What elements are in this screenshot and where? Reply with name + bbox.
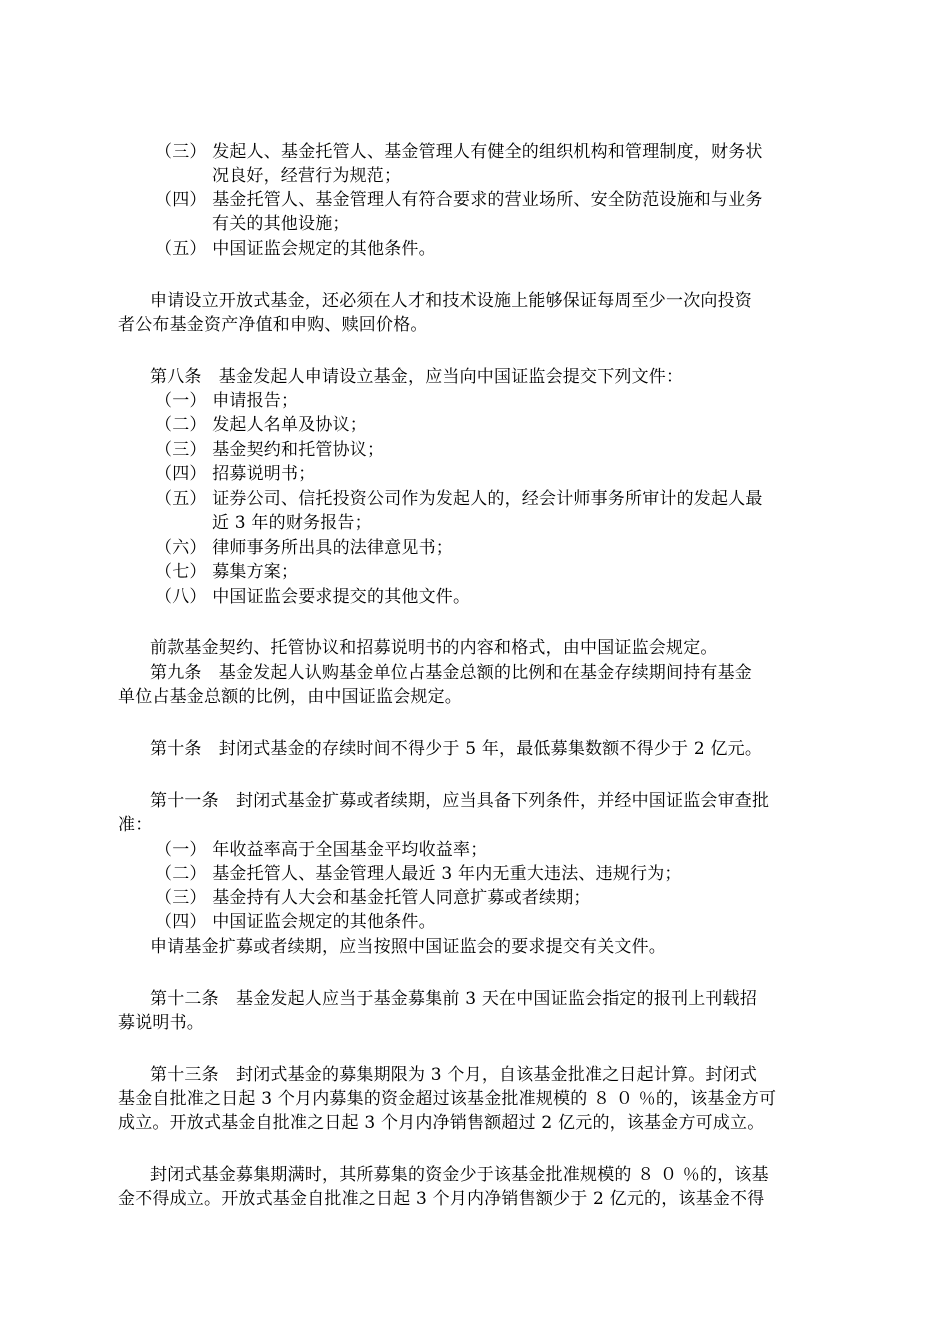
article-8-item-5-line-2: 近 3 年的财务报告； [212,513,372,533]
paragraph-open-fund-line-1: 申请设立开放式基金，还必须在人才和技术设施上能够保证每周至少一次向投资 [150,291,752,311]
list-item-4-line-2: 有关的其他设施； [212,214,350,234]
article-11-line-2: 准： [118,815,153,835]
article-13-line-1: 第十三条 封闭式基金的募集期限为 3 个月，自该基金批准之日起计算。封闭式 [150,1065,758,1085]
article-12-line-1: 第十二条 基金发起人应当于基金募集前 3 天在中国证监会指定的报刊上刊载招 [150,989,758,1009]
article-8-item-7: （七） 募集方案； [155,562,299,582]
paragraph-format: 前款基金契约、托管协议和招募说明书的内容和格式，由中国证监会规定。 [150,638,718,658]
paragraph-expiry-line-1: 封闭式基金募集期满时，其所募集的资金少于该基金批准规模的 ８ ０ ％的，该基 [150,1165,769,1185]
article-8-item-8: （八） 中国证监会要求提交的其他文件。 [155,587,471,607]
article-12-line-2: 募说明书。 [118,1013,204,1033]
article-11-item-2: （二） 基金托管人、基金管理人最近 3 年内无重大违法、违规行为； [155,864,682,884]
article-13-line-3: 成立。开放式基金自批准之日起 3 个月内净销售额超过 2 亿元的，该基金方可成立。 [118,1113,765,1133]
article-8-item-2: （二） 发起人名单及协议； [155,415,368,435]
article-11-item-4: （四） 中国证监会规定的其他条件。 [155,912,436,932]
list-item-4-line-1: （四） 基金托管人、基金管理人有符合要求的营业场所、安全防范设施和与业务 [155,190,763,210]
article-11-item-1: （一） 年收益率高于全国基金平均收益率； [155,840,488,860]
article-11-item-3: （三） 基金持有人大会和基金托管人同意扩募或者续期； [155,888,591,908]
list-item-3-line-1: （三） 发起人、基金托管人、基金管理人有健全的组织机构和管理制度，财务状 [155,142,763,162]
article-8-item-5-line-1: （五） 证券公司、信托投资公司作为发起人的，经会计师事务所审计的发起人最 [155,489,763,509]
article-9-line-2: 单位占基金总额的比例，由中国证监会规定。 [118,687,462,707]
list-item-5: （五） 中国证监会规定的其他条件。 [155,239,436,259]
article-8-heading: 第八条 基金发起人申请设立基金，应当向中国证监会提交下列文件： [150,367,684,387]
list-item-3-line-2: 况良好，经营行为规范； [212,166,402,186]
article-11-line-1: 第十一条 封闭式基金扩募或者续期，应当具备下列条件，并经中国证监会审查批 [150,791,770,811]
paragraph-expiry-line-2: 金不得成立。开放式基金自批准之日起 3 个月内净销售额少于 2 亿元的，该基金不得 [118,1189,765,1209]
article-8-item-1: （一） 申请报告； [155,391,299,411]
article-9-line-1: 第九条 基金发起人认购基金单位占基金总额的比例和在基金存续期间持有基金 [150,663,752,683]
paragraph-open-fund-line-2: 者公布基金资产净值和申购、赎回价格。 [118,315,428,335]
article-13-line-2: 基金自批准之日起 3 个月内募集的资金超过该基金批准规模的 ８ ０ ％的，该基金方可 [118,1089,777,1109]
article-8-item-4: （四） 招募说明书； [155,464,316,484]
article-10: 第十条 封闭式基金的存续时间不得少于 5 年，最低募集数额不得少于 2 亿元。 [150,739,763,759]
article-8-item-3: （三） 基金契约和托管协议； [155,440,385,460]
paragraph-extension: 申请基金扩募或者续期，应当按照中国证监会的要求提交有关文件。 [150,937,666,957]
article-8-item-6: （六） 律师事务所出具的法律意见书； [155,538,454,558]
